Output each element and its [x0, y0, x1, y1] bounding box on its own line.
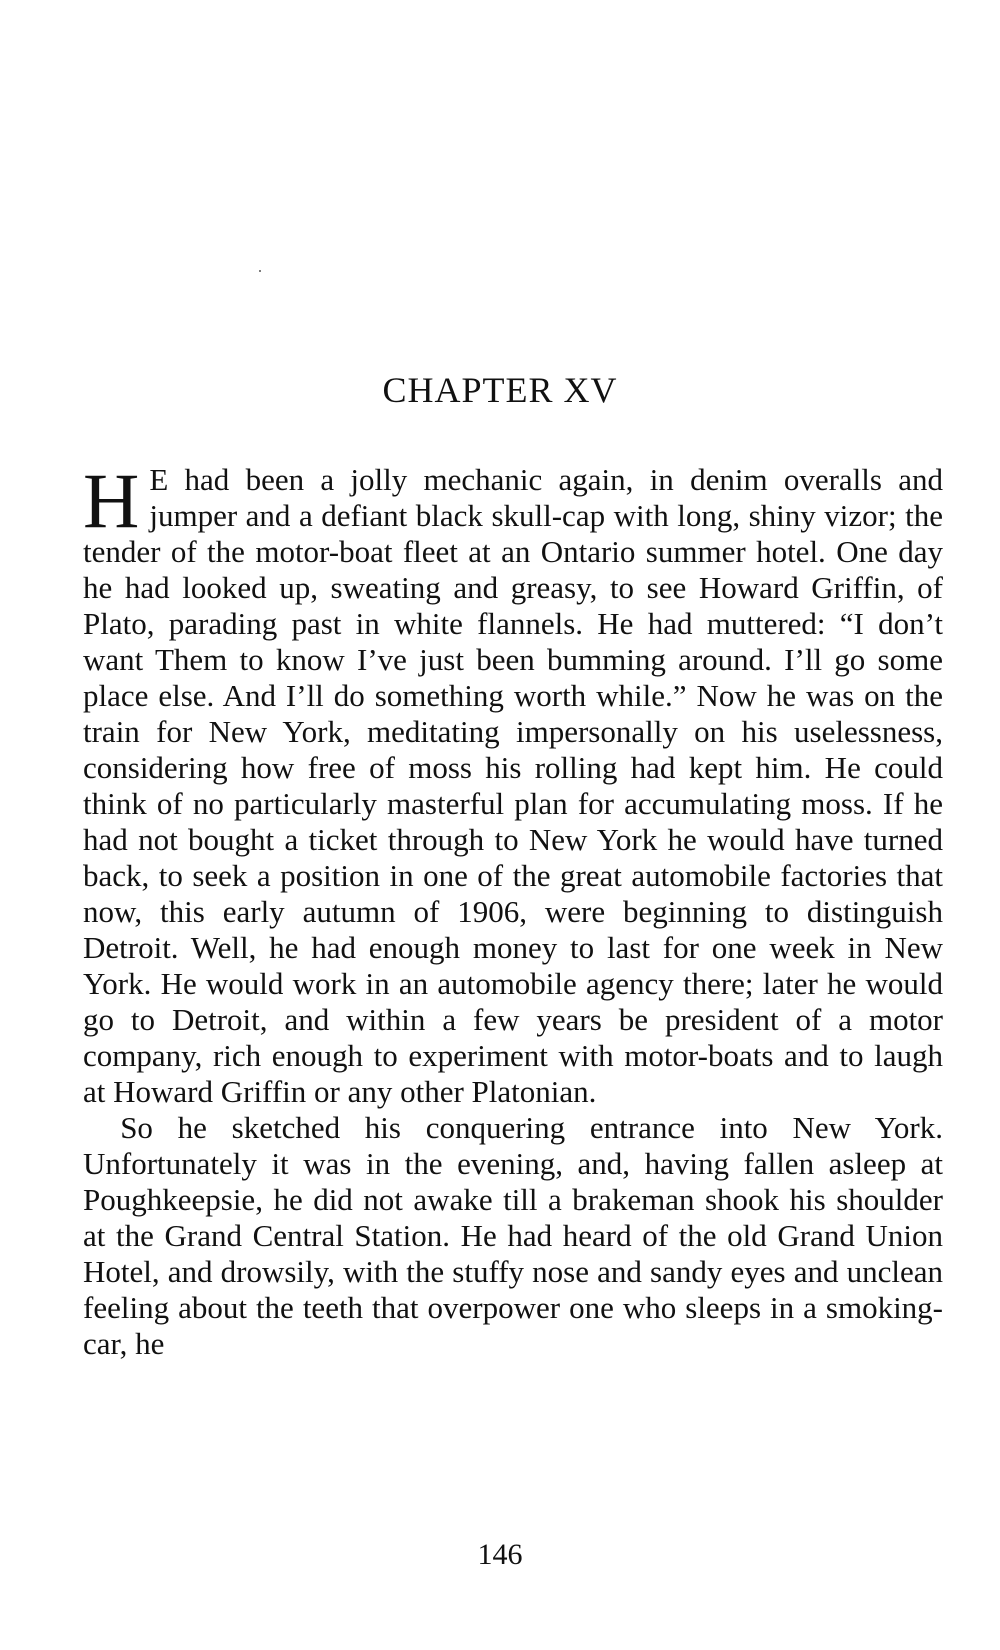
- body-text: [83, 457, 943, 1362]
- drop-cap: H: [83, 457, 140, 544]
- chapter-title: CHAPTER XV: [382, 370, 618, 410]
- paragraph-text: So he sketched his conquering entrance into New York. Unfortunately it was in the evening, and, having fallen asleep at Poughkeepsie, he did not awake till a brakeman shook his shoulder at the Grand Central Station. He had heard of the old Grand Union Hotel, and drowsily, with the stuffy nose and sandy eyes and unclean feeling about the teeth that overpower one who sleeps in a smoking-car, he: [83, 1110, 943, 1361]
- paragraph: [83, 457, 943, 1110]
- paragraph: [83, 1110, 943, 1362]
- page-number: 146: [477, 1538, 523, 1571]
- print-speck: [259, 270, 261, 272]
- paragraph-text: E had been a jolly mechanic again, in denim overalls and jumper and a defiant black skull-cap with long, shiny vizor; the tender of the motor-boat fleet at an Ontario summer hotel. One day he had looked up, sweating and greasy, to see Howard Griffin, of Plato, parading past in white flannels. He had muttered: “I don’t want Them to know I’ve just been bumming around. I’ll go some place else. And I’ll do something worth while.” Now he was on the train for New York, meditating impersonally on his uselessness, considering how free of moss his rolling had kept him. He could think of no particularly masterful plan for accumulating moss. If he had not bought a ticket through to New York he would have turned back, to seek a position in one of the great automobile factories that now, this early autumn of 1906, were beginning to distinguish Detroit. Well, he had enough money to last for one week in New York. He would work in an automobile agency there; later he would go to Detroit, and within a few years be president of a motor company, rich enough to experiment with motor-boats and to laugh at Howard Griffin or any other Platonian.: [83, 462, 943, 1109]
